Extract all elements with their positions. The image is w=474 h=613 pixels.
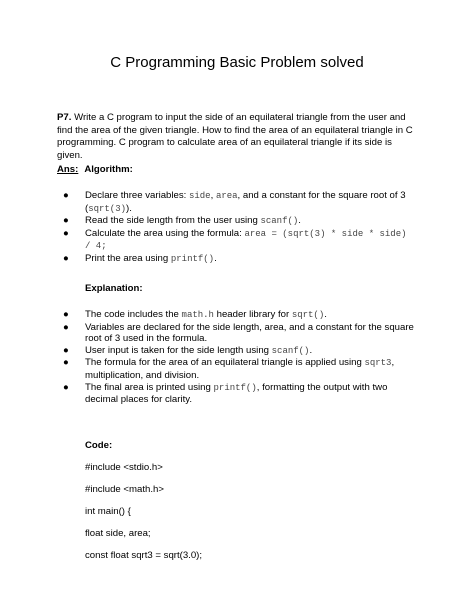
list-item: ● The formula for the area of an equilateral triangle is applied using sqrt3, multiplication, and division. [63, 357, 395, 381]
code-line: #include <math.h> [85, 484, 164, 495]
list-item: ● Calculate the area using the formula: area = (sqrt(3) * side * side) / 4; [63, 227, 407, 252]
bullet-icon: ● [63, 357, 69, 369]
code-heading: Code: [85, 440, 113, 451]
list-item: ● The final area is printed using printf(), formatting the output with two decimal places for clarity. [63, 381, 388, 406]
list-item: ● Print the area using printf(). [63, 252, 217, 264]
list-item: ● The code includes the math.h header library for sqrt(). [63, 309, 327, 320]
bullet-icon: ● [63, 227, 69, 239]
bullet-icon: ● [63, 252, 69, 264]
bullet-icon: ● [63, 190, 69, 201]
page-title: C Programming Basic Problem solved [110, 54, 364, 71]
list-item: ● Variables are declared for the side length, area, and a constant for the square root of 3 used in the formula. [63, 321, 414, 345]
problem-text: Write a C program to input the side of an equilateral triangle from the user and find the area of the given triangle. How to find the area of an equilateral triangle in C programming. C program to calculate area of an equilateral triangle if its side is given. [57, 112, 413, 161]
bullet-icon: ● [63, 215, 69, 227]
problem-statement [57, 112, 417, 162]
code-line: const float sqrt3 = sqrt(3.0); [85, 550, 203, 561]
code-line: #include <stdio.h> [85, 462, 163, 473]
code-line: int main() { [85, 506, 131, 517]
list-item: ● User input is taken for the side length using scanf(). [63, 344, 313, 356]
bullet-icon: ● [63, 381, 69, 393]
list-item: ● Declare three variables: side, area, and a constant for the square root of 3 (sqrt(3)). [63, 190, 406, 214]
list-item: ● Read the side length from the user using scanf(). [63, 215, 301, 227]
code-line: float side, area; [85, 528, 151, 539]
bullet-icon: ● [63, 344, 69, 356]
answer-heading [57, 164, 133, 176]
explanation-heading: Explanation: [85, 283, 143, 294]
bullet-icon: ● [63, 321, 69, 333]
bullet-icon: ● [63, 309, 69, 320]
ans-label: Ans: [57, 164, 79, 175]
algorithm-list [57, 190, 417, 266]
problem-label: P7. [57, 112, 72, 123]
algorithm-label: Algorithm: [84, 164, 133, 175]
explanation-list [57, 309, 417, 406]
